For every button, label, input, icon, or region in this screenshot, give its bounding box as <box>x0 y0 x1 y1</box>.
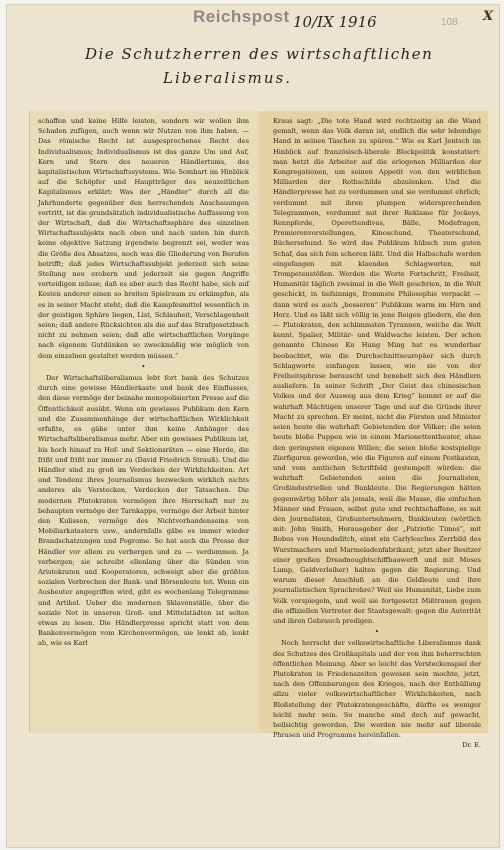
paragraph-ornament: • <box>141 362 146 371</box>
paragraph-ornament: • <box>374 628 380 637</box>
handwritten-title-line-2: Liberalismus. <box>163 69 292 87</box>
archive-number: 108 <box>441 17 458 28</box>
author-signature: Dr. E. <box>462 741 481 750</box>
corner-mark: X <box>483 9 494 24</box>
newspaper-name-stamp: Reichspost <box>193 7 290 26</box>
handwritten-title-line-1: Die Schutzherren des wirtschaftlichen <box>85 45 434 63</box>
article-paragraph: Noch herrscht der volkswirtschaftliche Liberalismus dank des Schutzes des Großkapitals und der von ihm beherrschten öffentlichen Meinung. Aber so leicht das Versteckenspiel der Plutokraten in Friedenszeiten gewesen sein mochte, jetzt, nach den Offenbarungen des Krieges, nach der Enthüllung allzu vieler volkswirtschaftlicher Wirklichkeiten, nach Bloßstellung der Plutokratengeschäfte, dürfte es weniger leicht mehr sein. So manche sind doch auf gewacht, hellsichtig geworden. Die werden nie mehr auf liberale Phrasen und Programme hereinfallen. <box>273 639 481 740</box>
article-paragraph: Der Wirtschaftsliberalismus lebt fort bank des Schutzes durch eine gewisse Händlerkaste und bank des Einflusses, den diese vermöge der beinahe monopolisierten Presse auf die Öffentlichkeit ausübt. Wenn ein gewisses Publikum den Kern und die Zusammenhänge der wirtschaftlichen Wirklichkeit erfaßte, es gäbe unter ihm keine Anhänger des Wirtschaftsliberalismus mehr. Aber ein gewisses Publikum ist, bis hoch hinauf zu Hof- und Sektionsräten — eine Herde, die frißt und frißt nur immer zu (David Friedrich Strauß). Und die Händler sind zu groß im Verdecken der Wirklichkeiten. Art und Tendenz ihres Journalismus bezwecken wirklich nichts anderes als Verstecken, Verdecken der Tatsachen. Die modernen Plutokraten vermögen ihre Herrschaft nur zu behaupten vermöge der Tarnkappe, vermöge der Arbeit hinter den Kulissen, vermöge des Nichtvorhandenseins von Mobiliarkatastern usw., andernfalls gäbe es immer wieder Brandschatzungen und Pogrome. So hat auch die Presse der Händler vor allem zu verbergen und zu — verdummen. Ja verbergen; sie schreibt ellenlang über die Sünden von Aristokraten und Kooperatoren, schweigt aber die größten sozialen Verbrechen der Bank- und Börsenleute tot. Wenn ein Ausbeuter angegriffen wird, gibt es wochenlang Telegramme und Artikel. Ueber die modernen Sklavenställe, über die soziale Not in unseren Groß- und Mittelstädten ist selten etwas zu lesen. Die Händlerpresse spricht statt von dem Bankenvermögen vom Kirchenvermögen, sie lenkt ab, lenkt ab, wie es Karl <box>38 374 249 648</box>
newspaper-clipping <box>29 111 488 750</box>
handwritten-date: 10/IX 1916 <box>293 13 377 31</box>
article-paragraph: schaffen und keine Hilfe leisten, sondern wir wollen ihm Schaden zufügen, auch wenn wir Nutzen von ihm haben. — Das römische Recht ist ausgesprochenes Recht des Individualismus; Individualismus ist das ganze Um und Auf, Kern und Stern des neueren Händlertums, des kapitalistischen Wirtschaftssystems. Wie Sombart im Hinblick auf die Schöpfer und Hauptträger des neuzeitlichen Kapitalismus erklärt: Was der „Händler“ durch all die Jahrhunderte gegenüber den herrschenden Anschauungen vertritt, ist die grundsätzlich individualistische Auffassung von der Wirtschaft, daß die Wirtschaftssphäre des einzelnen Wirtschaftssubjekts nach oben und nach unten hin durch keine objektive Satzung irgendwie begrenzt sei, weder was die Größe des Absatzes, noch was die Gliederung von Berufen betrifft; daß jedes Wirtschaftssubjekt jederzeit sich seine Stellung neu erobern und jederzeit sie gegen Angriffe verteidigen müsse; daß es aber auch das Recht habe, sich auf Kosten anderer einen so breiten Spielraum zu erkämpfen, als es in seiner Macht steht; daß die Kampfesmittel wesentlich in der geistigen Sphäre liegen, List, Schlauheit, Verschlagenheit seien; daß andere Rücksichten als die auf das Strafgesetzbuch nicht zu nehmen seien; daß alle wirtschaftlichen Vorgänge nach eigenem Gutdünken so zweckmäßig wie möglich von dem einzelnen gestaltet werden müssen.“ <box>38 117 249 360</box>
article-left-column <box>38 116 249 728</box>
article-paragraph: Kraus sagt: „Die tote Hand wird rechtzeitig an die Wand gemalt, wenn das Volk daran ist, endlich die sehr lebendige Hand in seinen Taschen zu spüren.“ Wie es Karl Jentsch im Hinblick auf französisch-liberale Blockpolitik konstatiert: man hetzt die Arbeiter auf die erlogenen Milliarden der Kongregationen, um seinen Appetit von den wirklichen Milliarden der Rothschilde abzulenken. Und die Händlerpresse hat zu verdummen und sie verdummt ehrlich; verdummt mit ihren plumpen widersprechenden Telegrammen, verdummt mit ihrer Reklame für Jockeys, Rennpferde, Operettendivas, Bälle, Modefragen, Premierenvorstellungen, Kinoschund, Theaterschund, Büchersehund. So wird das Publikum hübsch zum guten Schaf, das sich fein scheren läßt. Und die Halbschafe werden eingefangen mit klaenden Schlagworten, mit Trompetenstößen. Werden die Worte Fortschritt, Freiheit, Humanität täglich zweimal in die Welt geschrien, in die Welt geschickt, in tiefsinnige, frommste Philosophie verpackt — dann wird es auch „besseren“ Publikum warm im Hirn und Herz. Und es läßt sich völlig in jene Reigen gliedern, die den — Plutokraten, den schlimmsten Tyrannen, welche die Welt kennt, Spalier, Militär- und Waldwache leisten. Der schon genannte Chinese Ku Hung Ming hat es wunderbar beobachtet, wie die Durchschnittseuropäer sich durch Schlagworte einfangen lassen, wie sie von der Freiheitsphrase berauscht und benebelt sich den Händlern ausliefern. In seiner Schrift „Der Geist des chinesischen Volkes und der Ausweg aus dem Krieg“ kommt er auf die wahrhaft Mächtigen unserer Tage und auf die Gründe ihrer Macht zu sprechen. Er meint, nicht die Fürsten und Minister seien heute die wahrhaft Gebietenden der Völker; die seien heute bloße Puppen wie in einem Marionettentheater, ohne den geringsten eigenen Willen; die seien bloße kostspielige Zierfiguren geworden, wie die Figuren auf einem Postkasten, und vom amtlichen Schriftfeld gestempelt würden: die wahrhaft Gebietenden seien die Journalisten, Großindustriellen und Bankleute. Die Regierungen hätten gegenwärtig höher als jemals, weil die Masse, die einfachen Männer und Frauen, selbst gute und rechtschaffene, es mit den Journalisten, Großunternehmern, Bankleuten (wörtlich mit: John Smith, Herausgeber der „Patriotic Times“, mit Bobus von Houndsditch, einst ein Carlylesches Zerrbild des Wurstmachers und Marmeladenfabrikant, jetzt aber Besitzer einer großen Dreadnoughtschiffbauwerft und mit Moses Lump, Geldverleiher) halten gegen die Regierung. Und warum dieser Anschluß an die Geldleute und ihre journalistischen Sprachrohre? Weil sie Humanität, Liebe zum Volk vorspiegeln, und weil sie fortgesetzt Mißtrauen gegen die offiziellen Vertreter der Staatsgewalt: gegen die Autorität und ihren Gebrauch predigen. <box>273 117 481 625</box>
article-right-column <box>273 116 481 750</box>
